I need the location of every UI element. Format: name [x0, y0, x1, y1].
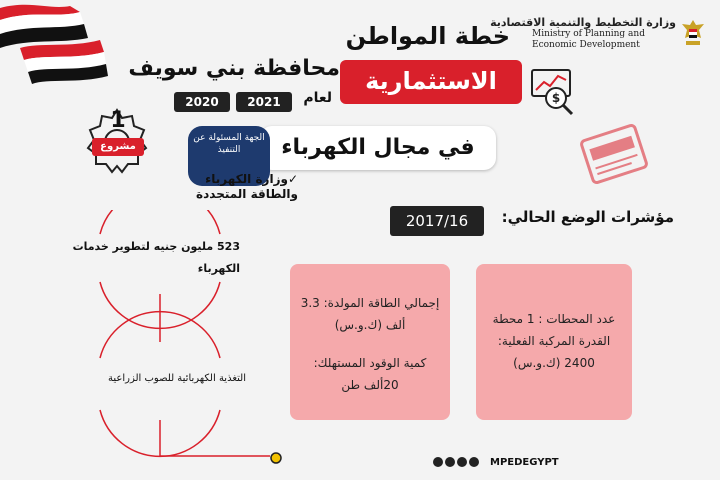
card-fuel-consumed [296, 352, 444, 396]
year-pill-2020: 2020 [174, 92, 230, 112]
year-prefix: لعام [303, 90, 332, 106]
title-highlight [340, 60, 522, 104]
indicators-year: 2017/16 [390, 206, 484, 236]
title-line1: خطة المواطن [345, 22, 510, 50]
year-pill-2021: 2021 [236, 92, 292, 112]
youtube-icon [457, 457, 467, 467]
eagle-emblem-icon [680, 18, 706, 48]
project-label: مشروع [92, 138, 144, 156]
social-icons [432, 456, 488, 468]
indicator-card-stations [476, 264, 632, 420]
responsible-ministry-line2: والطاقة المتجددة [196, 187, 298, 201]
egypt-flag-ribbon [0, 0, 110, 90]
title-line2: محافظة بني سويف [128, 56, 340, 81]
responsible-ministry [178, 172, 298, 202]
timeline-item-1: 523 مليون جنيه لتطوير خدمات الكهرباء [72, 240, 240, 275]
ministry-name-ar: وزارة التخطيط والتنمية الاقتصادية [490, 16, 676, 29]
card-a-line2: ألف (ك.و.س) [334, 318, 406, 332]
ministry-name-en: Ministry of Planning and Economic Development [532, 29, 645, 50]
card-b-line2: القدرة المركبة الفعلية: [497, 334, 611, 348]
svg-text:$: $ [551, 91, 561, 105]
field-title: في مجال الكهرباء [260, 126, 496, 170]
card-a-line1: إجمالي الطاقة المولدة: 3.3 [300, 296, 440, 310]
facebook-icon [433, 457, 443, 467]
card-stations-info [482, 308, 626, 374]
card-energy-generated [296, 292, 444, 336]
project-count: 1 [110, 108, 126, 133]
indicator-card-energy [290, 264, 450, 420]
card-b-line3: 2400 (ك.و.س) [513, 356, 595, 370]
investment-analysis-icon [526, 64, 578, 116]
card-b-line1: عدد المحطات : 1 محطة [492, 312, 616, 326]
approval-stamp-icon [578, 118, 650, 190]
indicators-label: مؤشرات الوضع الحالي: [501, 208, 674, 226]
twitter-icon [445, 457, 455, 467]
card-a-line4: 20ألف طن [341, 378, 399, 392]
responsible-entity-box: الجهة المسئولة عن التنفيذ [188, 126, 270, 186]
social-handle[interactable]: MPEDEGYPT [490, 457, 559, 468]
instagram-icon [469, 457, 479, 467]
card-a-line3: كمية الوقود المستهلك: [313, 356, 427, 370]
responsible-ministry-line1: ✓وزارة الكهرباء [205, 172, 298, 186]
title-highlight-text: الاستثمارية [365, 67, 497, 95]
timeline-item-2: التغذية الكهربائية للصوب الزراعية [108, 373, 246, 384]
